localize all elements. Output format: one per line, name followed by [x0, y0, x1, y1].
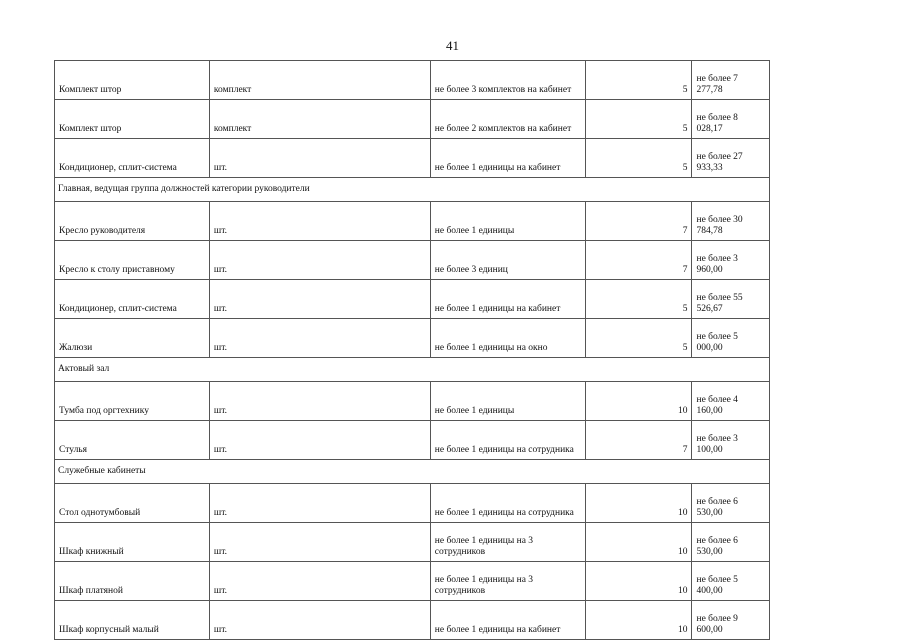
table-row: [55, 202, 770, 241]
quantity-cell: 7: [585, 421, 692, 460]
item-name-cell: Кондиционер, сплит-система: [55, 139, 210, 178]
table-body: [55, 61, 770, 640]
quantity-cell: 5: [585, 61, 692, 100]
price-cell: не более 7 277,78: [692, 61, 770, 100]
section-row: [55, 358, 770, 382]
norm-cell: не более 3 комплектов на кабинет: [430, 61, 585, 100]
table-row: [55, 382, 770, 421]
table-row: [55, 421, 770, 460]
section-title: Главная, ведущая группа должностей категории руководители: [55, 178, 770, 202]
table-row: [55, 523, 770, 562]
item-name-cell: Стулья: [55, 421, 210, 460]
table-row: [55, 319, 770, 358]
table-row: [55, 61, 770, 100]
table-row: [55, 241, 770, 280]
unit-cell: шт.: [209, 202, 430, 241]
norm-cell: не более 1 единицы на кабинет: [430, 139, 585, 178]
price-cell: не более 55 526,67: [692, 280, 770, 319]
norm-cell: не более 1 единицы на сотрудника: [430, 484, 585, 523]
price-cell: не более 3 960,00: [692, 241, 770, 280]
item-name-cell: Шкаф книжный: [55, 523, 210, 562]
price-cell: не более 27 933,33: [692, 139, 770, 178]
quantity-cell: 7: [585, 202, 692, 241]
norm-cell: не более 1 единицы на окно: [430, 319, 585, 358]
price-cell: не более 30 784,78: [692, 202, 770, 241]
unit-cell: шт.: [209, 241, 430, 280]
quantity-cell: 10: [585, 562, 692, 601]
unit-cell: шт.: [209, 484, 430, 523]
norm-cell: не более 1 единицы на кабинет: [430, 601, 585, 640]
item-name-cell: Стол однотумбовый: [55, 484, 210, 523]
table-row: [55, 280, 770, 319]
price-cell: не более 4 160,00: [692, 382, 770, 421]
table-row: [55, 139, 770, 178]
unit-cell: шт.: [209, 382, 430, 421]
table-row: [55, 562, 770, 601]
price-cell: не более 6 530,00: [692, 484, 770, 523]
norm-cell: не более 3 единиц: [430, 241, 585, 280]
item-name-cell: Комплект штор: [55, 61, 210, 100]
unit-cell: шт.: [209, 523, 430, 562]
quantity-cell: 5: [585, 100, 692, 139]
unit-cell: комплект: [209, 61, 430, 100]
unit-cell: комплект: [209, 100, 430, 139]
section-title: Актовый зал: [55, 358, 770, 382]
item-name-cell: Комплект штор: [55, 100, 210, 139]
section-row: [55, 460, 770, 484]
item-name-cell: Шкаф платяной: [55, 562, 210, 601]
quantity-cell: 10: [585, 382, 692, 421]
quantity-cell: 10: [585, 484, 692, 523]
norm-cell: не более 1 единицы: [430, 202, 585, 241]
norm-cell: не более 1 единицы на сотрудника: [430, 421, 585, 460]
table-row: [55, 100, 770, 139]
norms-table: [54, 60, 770, 640]
unit-cell: шт.: [209, 319, 430, 358]
quantity-cell: 10: [585, 601, 692, 640]
unit-cell: шт.: [209, 280, 430, 319]
item-name-cell: Кресло к столу приставному: [55, 241, 210, 280]
item-name-cell: Кондиционер, сплит-система: [55, 280, 210, 319]
item-name-cell: Тумба под оргтехнику: [55, 382, 210, 421]
table-row: [55, 484, 770, 523]
section-title: Служебные кабинеты: [55, 460, 770, 484]
item-name-cell: Шкаф корпусный малый: [55, 601, 210, 640]
price-cell: не более 6 530,00: [692, 523, 770, 562]
price-cell: не более 8 028,17: [692, 100, 770, 139]
unit-cell: шт.: [209, 421, 430, 460]
quantity-cell: 5: [585, 319, 692, 358]
page-number: 41: [446, 38, 459, 53]
norm-cell: не более 1 единицы на 3 сотрудников: [430, 562, 585, 601]
price-cell: не более 3 100,00: [692, 421, 770, 460]
price-cell: не более 5 400,00: [692, 562, 770, 601]
norm-cell: не более 1 единицы на кабинет: [430, 280, 585, 319]
quantity-cell: 5: [585, 139, 692, 178]
quantity-cell: 5: [585, 280, 692, 319]
price-cell: не более 9 600,00: [692, 601, 770, 640]
item-name-cell: Жалюзи: [55, 319, 210, 358]
unit-cell: шт.: [209, 601, 430, 640]
item-name-cell: Кресло руководителя: [55, 202, 210, 241]
quantity-cell: 10: [585, 523, 692, 562]
section-row: [55, 178, 770, 202]
unit-cell: шт.: [209, 139, 430, 178]
norm-cell: не более 1 единицы: [430, 382, 585, 421]
table-row: [55, 601, 770, 640]
norm-cell: не более 2 комплектов на кабинет: [430, 100, 585, 139]
norm-cell: не более 1 единицы на 3 сотрудников: [430, 523, 585, 562]
unit-cell: шт.: [209, 562, 430, 601]
quantity-cell: 7: [585, 241, 692, 280]
price-cell: не более 5 000,00: [692, 319, 770, 358]
